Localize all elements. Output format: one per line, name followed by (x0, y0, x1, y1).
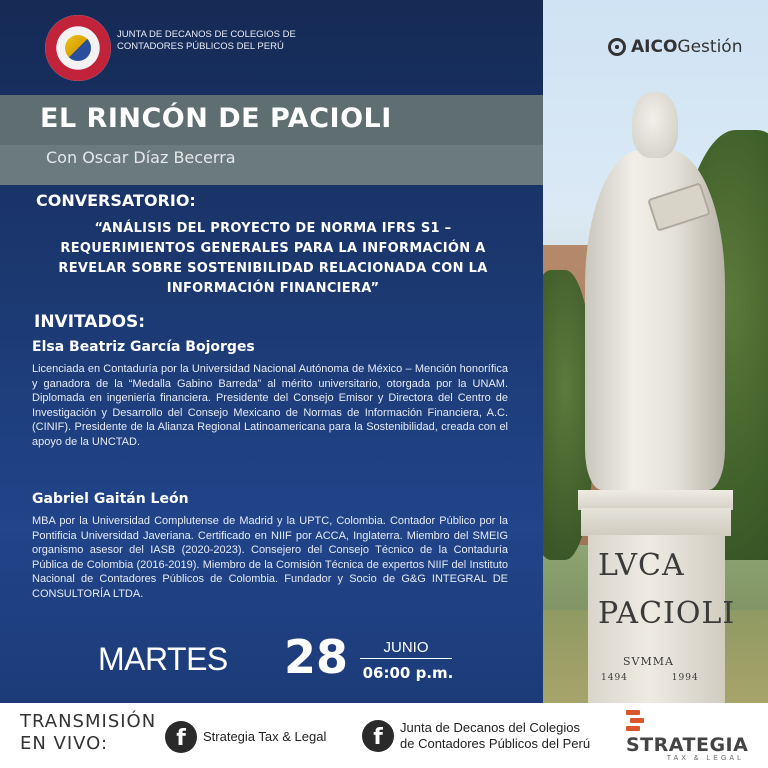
facebook-icon: f (165, 721, 197, 753)
guest-2-name: Gabriel Gaitán León (32, 491, 189, 507)
brand-suffix: Gestión (677, 37, 743, 57)
aico-logo-icon (608, 38, 626, 56)
guest-1-name: Elsa Beatriz García Bojorges (32, 339, 255, 355)
aico-gestion-logo (608, 37, 742, 57)
inscription-year-right: 1994 (671, 673, 699, 683)
event-type-heading: CONVERSATORIO: (36, 191, 196, 210)
inscription-years (601, 673, 731, 683)
live-stream-label-line-1: TRANSMISIÓN (20, 711, 157, 732)
facebook-page-name-1: Strategia Tax & Legal (203, 729, 327, 744)
seal-emblem (65, 35, 91, 61)
statue-photo (543, 0, 768, 703)
guest-1-bio: Licenciada en Contaduría por la Universidad Nacional Autónoma de México – Mención honorífica y ganadora de la “Medalla Gabino Barreda” al mérito universitario, otorgada por la UNAM. Diplomada en ingeniería financiera. Presidente del Consejo Emisor y Directora del Centro de Investigación y Desarrollo del Consejo Mexicano de Normas de Información Financiera, A.C. (CINIF). Presidente de la Alianza Regional Latinoamericana para la Sostenibilidad, creada con el apoyo de la UNCTAD. (32, 363, 508, 448)
program-title: EL RINCÓN DE PACIOLI (40, 103, 392, 134)
facebook-link-junta[interactable] (362, 720, 590, 752)
inscription-year-left: 1494 (601, 673, 628, 683)
talk-title: “ANÁLISIS DEL PROYECTO DE NORMA IFRS S1 – REQUERIMIENTOS GENERALES PARA LA INFORMACIÓN A REVELAR SOBRE SOSTENIBILIDAD RELACIONADA CON LA INFORMACIÓN FINANCIERA” (58, 221, 488, 296)
inscription-line-2: PACIOLI (598, 596, 736, 631)
event-month: JUNIO (360, 639, 452, 659)
facebook-page-name-2 (400, 720, 590, 752)
organization-name: JUNTA DE DECANOS DE COLEGIOS DE CONTADORES PÚBLICOS DEL PERÚ (117, 29, 296, 52)
live-stream-label (20, 711, 156, 755)
program-host: Con Oscar Díaz Becerra (46, 148, 236, 167)
live-stream-label-line-2: EN VIVO: (20, 733, 109, 754)
statue-plinth (578, 490, 733, 510)
facebook-page-name-2-line-2: de Contadores Públicos del Perú (400, 736, 591, 751)
aico-logo-text (631, 37, 742, 57)
statue-head (632, 92, 678, 158)
facebook-icon: f (362, 720, 394, 752)
event-time: 06:00 p.m. (362, 664, 454, 682)
statue-plinth-cap (581, 508, 731, 536)
inscription-line-1: LVCA (598, 548, 685, 583)
facebook-page-name-2-line-1: Junta de Decanos del Colegios (400, 720, 580, 735)
event-day: MARTES (98, 641, 228, 677)
sponsor-tagline: TAX & LEGAL (666, 755, 744, 762)
guest-2-bio: MBA por la Universidad Complutense de Madrid y la UPTC, Colombia. Contador Público por la Pontificia Universidad Javeriana. Certificado en NIIF por ACCA, Inglaterra. Miembro del SMEIG organismo asesor del IASB (2020-2023). Consejero del Consejo Técnico de la Contaduría Pública de Colombia (2016-2019). Miembro de la Comisión Técnica de expertos NIIF del Instituto Nacional de Contadores Públicos de Colombia. Fundador y Socio de G&G INTEGRAL DE CONSULTORÍA LTDA. (32, 515, 508, 600)
inscription-line-3: SVMMA (623, 655, 674, 668)
sponsor-name: STRATEGIA (626, 734, 749, 756)
brand-prefix: AICO (631, 37, 678, 57)
event-date: 28 (284, 630, 349, 684)
strategia-logo-icon (626, 710, 648, 732)
organization-seal-logo (45, 15, 111, 81)
strategia-logo (626, 710, 749, 762)
guests-heading: INVITADOS: (34, 312, 146, 332)
facebook-link-strategia[interactable] (165, 721, 326, 753)
